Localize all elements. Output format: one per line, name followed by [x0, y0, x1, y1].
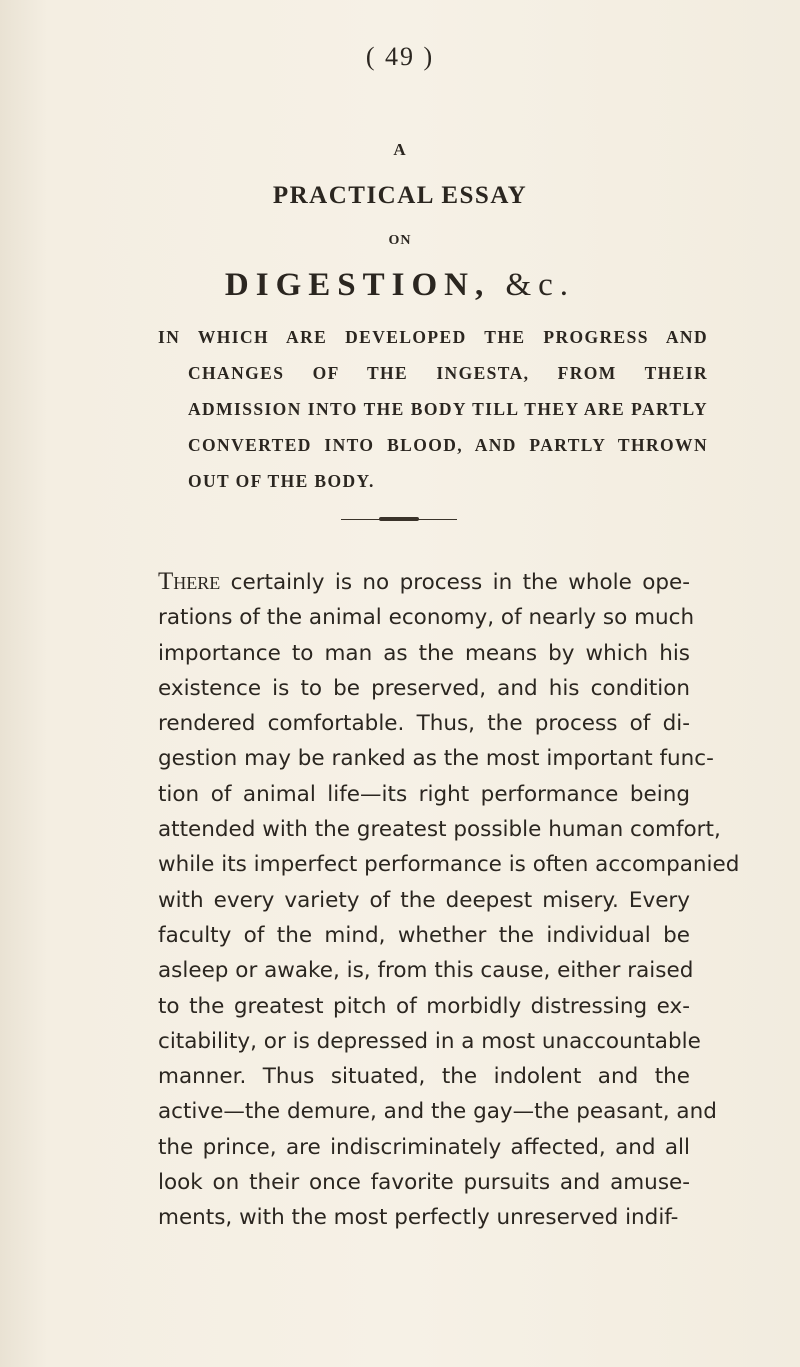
body-line: rations of the animal economy, of nearly so much	[158, 605, 695, 631]
page-number: ( 49 )	[365, 42, 435, 71]
body-line: tion of animal life—its right performance being	[158, 781, 690, 807]
body-line: There certainly is no process in the whole ope-	[158, 568, 690, 595]
body-line: importance to man as the means by which his	[158, 640, 690, 666]
heading-article: A	[393, 140, 407, 159]
body-line: ments, with the most perfectly unreserved indif-	[158, 1205, 679, 1231]
body-line: faculty of the mind, whether the individual be	[158, 922, 690, 948]
body-line: citability, or is depressed in a most unaccountable	[158, 1028, 701, 1054]
body-paragraph	[158, 564, 740, 1236]
body-line: attended with the greatest possible human comfort,	[158, 817, 721, 843]
body-line: asleep or awake, is, from this cause, either raised	[158, 958, 694, 984]
heading-subject	[0, 267, 800, 304]
ornamental-rule-center	[379, 517, 419, 521]
body-line: manner. Thus situated, the indolent and the	[158, 1064, 690, 1090]
chapter-subtitle: IN WHICH ARE DEVELOPED THE PROGRESS AND CHANGES OF THE INGESTA, FROM THEIR ADMISSION INTO THE BODY TILL THEY ARE PARTLY CONVERTED INTO BLOOD, AND PARTLY THROWN OUT OF THE BODY.	[158, 327, 708, 491]
body-line: existence is to be preserved, and his condition	[158, 675, 690, 701]
body-line: the prince, are indiscriminately affected, and all	[158, 1134, 690, 1160]
body-line: with every variety of the deepest misery. Every	[158, 887, 690, 913]
body-first-word: There	[158, 568, 221, 595]
body-line: active—the demure, and the gay—the peasant, and	[158, 1099, 717, 1125]
heading-title: PRACTICAL ESSAY	[272, 182, 528, 209]
body-line: rendered comfortable. Thus, the process of di-	[158, 711, 690, 737]
body-line: to the greatest pitch of morbidly distressing ex-	[158, 993, 690, 1019]
body-line: gestion may be ranked as the most important func-	[158, 746, 714, 772]
body-line: while its imperfect performance is often accompanied	[158, 852, 740, 878]
heading-subject-main: DIGESTION,	[224, 267, 491, 303]
body-line: look on their once favorite pursuits and amuse-	[158, 1170, 690, 1196]
heading-subject-rest: &c.	[505, 267, 576, 303]
heading-on: ON	[388, 233, 412, 248]
